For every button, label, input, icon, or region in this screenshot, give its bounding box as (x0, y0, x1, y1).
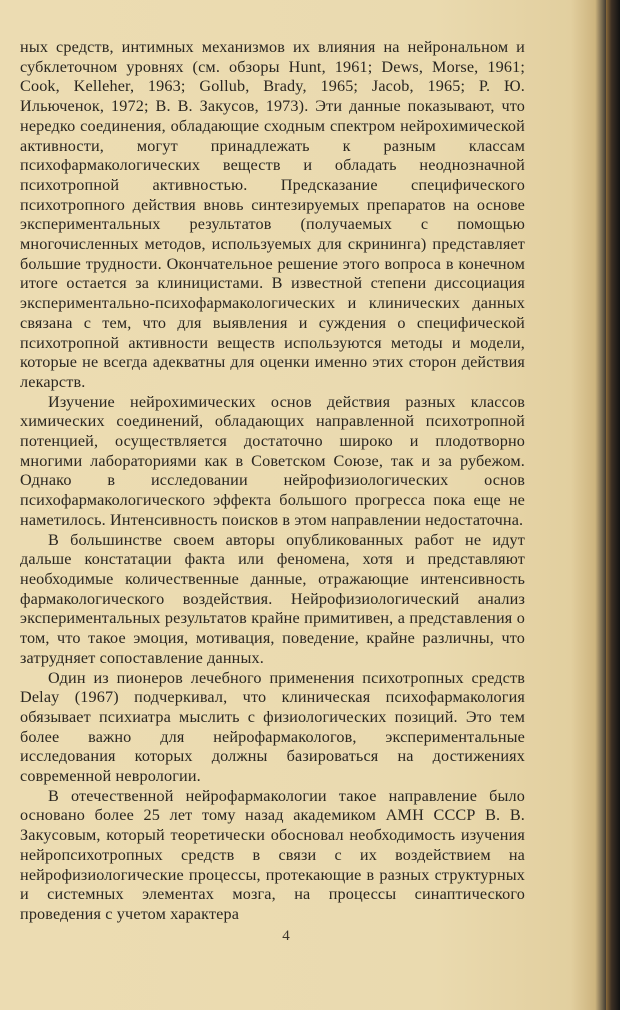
book-spine (606, 0, 620, 1010)
body-text (20, 38, 525, 925)
paragraph-3: В большинстве своем авторы опубликованных работ не идут дальше констатации факта или феномена, хотя и представляют необходимые количественные данные, отражающие интенсивность фармакологического воздействия. Нейрофизиологический анализ экспериментальных результатов крайне примитивен, а представления о том, что такое эмоция, мотивация, поведение, крайне различны, что затрудняет сопоставление данных. (20, 530, 525, 667)
page-number: 4 (282, 928, 290, 944)
paragraph-4: Один из пионеров лечебного применения психотропных средств Delay (1967) подчеркивал, что клиническая психофармакология обязывает психиатра мыслить с физиологических позиций. Это тем более важно для нейрофармакологов, экспериментальные исследования которых должны базироваться на достижениях современной неврологии. (20, 668, 525, 786)
paragraph-2: Изучение нейрохимических основ действия разных классов химических соединений, обладающих направленной психотропной потенцией, осуществляется достаточно широко и плодотворно многими лабораториями как в Советском Союзе, так и за рубежом. Однако в исследовании нейрофизиологических основ психофармакологического эффекта большого прогресса пока еще не наметилось. Интенсивность поисков в этом направлении недостаточна. (20, 392, 525, 529)
paragraph-5: В отечественной нейрофармакологии такое направление было основано более 25 лет тому назад академиком АМН СССР В. В. Закусовым, который теоретически обосновал необходимость изучения нейропсихотропных средств в связи с их воздействием на нейрофизиологические процессы, протекающие в разных структурных и системных элементах мозга, на процессы синаптического проведения с учетом характера (20, 786, 525, 923)
paragraph-1: ных средств, интимных механизмов их влияния на нейрональном и субклеточном уровнях (см. обзоры Hunt, 1961; Dews, Morse, 1961; Cook, Kelleher, 1963; Gollub, Brady, 1965; Jacob, 1965; Р. Ю. Ильюченок, 1972; В. В. Закусов, 1973). Эти данные показывают, что нередко соединения, обладающие сходным спектром нейрохимической активности, могут принадлежать к разным классам психофармакологических веществ и обладать неоднозначной психотропной активностью. Предсказание специфического психотропного действия вновь синтезируемых препаратов на основе экспериментальных результатов (получаемых с помощью многочисленных методов, используемых для скрининга) представляет большие трудности. Окончательное решение этого вопроса в конечном итоге остается за клиницистами. В известной степени диссоциация экспериментально-психофармакологических и клинических данных связана с тем, что для выявления и суждения о специфической психотропной активности веществ используются методы и модели, которые не всегда адекватны для оценки именно этих сторон действия лекарств. (20, 38, 525, 391)
